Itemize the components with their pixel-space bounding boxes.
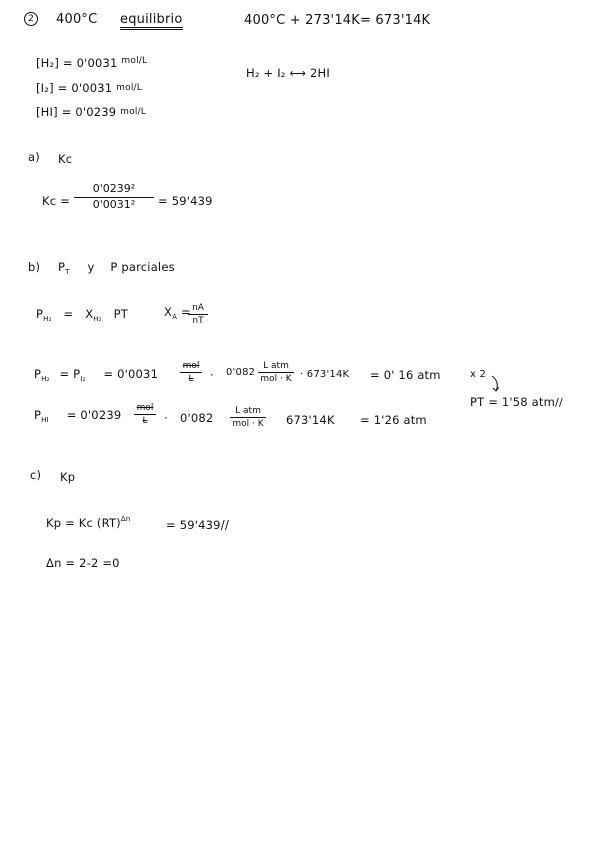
- temperature-celsius: 400°C: [56, 12, 98, 27]
- part-a-label: a): [28, 150, 40, 164]
- xa-symbol: X: [164, 305, 173, 319]
- fraction-bar: [134, 414, 156, 415]
- pi2-subscript: I₂: [80, 375, 86, 383]
- fraction-bar: [258, 372, 294, 373]
- unit: mol/L: [120, 107, 146, 117]
- pt-value: PT = 1'58 atm: [470, 395, 556, 409]
- part-a-title: Kc: [58, 152, 73, 166]
- r-unit-denominator: mol · K: [260, 374, 292, 385]
- kp-expression: Kp = Kc (RT): [46, 516, 121, 530]
- ph2-concentration: = 0'0031: [103, 367, 159, 381]
- kc-lhs: Kc =: [42, 194, 70, 208]
- liter-unit: L: [188, 374, 194, 385]
- phi-r-units: [230, 406, 266, 430]
- ph2-dot: ·: [210, 368, 214, 382]
- part-c-title: Kp: [60, 470, 76, 484]
- kc-denominator: 0'0031²: [92, 197, 136, 211]
- partial-pressure-definition: [36, 309, 128, 323]
- concentration-h2: [36, 57, 147, 70]
- arrow-down-icon: [490, 374, 502, 394]
- kc-result: = 59'439: [158, 194, 213, 208]
- conjunction: y: [87, 260, 95, 274]
- fraction-bar: [188, 314, 208, 315]
- temperature-conversion: 400°C + 273'14K= 673'14K: [244, 13, 431, 28]
- species: [HI]: [36, 105, 58, 119]
- r-unit-denominator: mol · K: [232, 419, 264, 430]
- unit: mol/L: [121, 56, 148, 66]
- mol-unit: mol: [136, 403, 154, 413]
- kc-fraction: [74, 183, 154, 211]
- phi-result: = 1'26 atm: [360, 413, 427, 427]
- mole-fraction-definition: [164, 307, 191, 321]
- ph2-lhs: [34, 369, 158, 383]
- ph2-mol-fraction: [180, 361, 202, 385]
- times-two: x 2: [470, 369, 487, 380]
- pt-term: PT: [113, 307, 128, 321]
- phi-dot: ·: [164, 411, 168, 425]
- pt-result: [470, 397, 563, 409]
- part-b-label: b): [28, 260, 41, 274]
- phi-temperature: 673'14K: [286, 413, 335, 427]
- moles-a: nA: [192, 303, 204, 313]
- concentration-i2: [36, 83, 142, 95]
- p-subscript: H₂: [43, 315, 52, 323]
- double-slash-mark: //: [220, 518, 230, 532]
- p-symbol: P: [34, 367, 42, 381]
- r-unit-numerator: L atm: [263, 361, 289, 371]
- value: = 0'0239: [61, 105, 117, 119]
- ph2-r-value: 0'082: [226, 367, 256, 378]
- reaction-equation: H₂ + I₂ ⟷ 2HI: [246, 66, 330, 80]
- mole-fraction: [188, 303, 208, 327]
- liter-unit: L: [142, 416, 148, 427]
- equals: =: [63, 307, 74, 321]
- kc-numerator: 0'0239²: [92, 182, 136, 195]
- kp-result: [166, 519, 229, 532]
- part-c-label: c): [30, 468, 42, 482]
- heading-equilibrio: equilibrio: [120, 13, 183, 30]
- phi-mol-fraction: [134, 403, 156, 427]
- xa-subscript: A: [172, 313, 178, 321]
- delta-n-exponent: Δn: [120, 515, 131, 523]
- x-symbol: X: [85, 307, 94, 321]
- kp-value: = 59'439: [166, 518, 221, 532]
- concentration-hi: [36, 107, 146, 119]
- double-slash-mark: //: [555, 396, 563, 409]
- species: [H₂]: [36, 56, 60, 70]
- moles-total: nT: [192, 316, 204, 327]
- mol-unit: mol: [182, 361, 200, 371]
- ph2-result: = 0' 16 atm: [370, 368, 441, 382]
- delta-n: Δn = 2-2 =0: [46, 556, 120, 570]
- x-subscript: H₂: [93, 315, 102, 323]
- p-subscript: HI: [41, 416, 49, 424]
- equals: =: [180, 305, 191, 319]
- fraction-bar: [230, 417, 266, 418]
- phi-lhs: [34, 410, 121, 424]
- partial-pressures: P parciales: [110, 260, 175, 274]
- phi-concentration: = 0'0239: [66, 408, 122, 422]
- kp-formula: [46, 516, 131, 530]
- unit: mol/L: [116, 83, 142, 93]
- ph2-r-units: [258, 361, 294, 385]
- value: = 0'0031: [57, 81, 113, 95]
- pt-subscript: T: [65, 268, 70, 276]
- species: [I₂]: [36, 81, 54, 95]
- pt-symbol: P: [58, 260, 66, 274]
- fraction-bar: [180, 372, 202, 373]
- p-symbol: P: [36, 307, 44, 321]
- r-unit-numerator: L atm: [235, 406, 261, 416]
- value: = 0'0031: [62, 56, 118, 70]
- problem-number: 2: [24, 12, 38, 26]
- equals-pi2: = P: [59, 367, 81, 381]
- part-b-title: [58, 262, 175, 276]
- phi-r-value: 0'082: [180, 411, 214, 425]
- ph2-temperature: · 673'14K: [300, 369, 350, 380]
- p-subscript: H₂: [41, 375, 50, 383]
- p-symbol: P: [34, 408, 42, 422]
